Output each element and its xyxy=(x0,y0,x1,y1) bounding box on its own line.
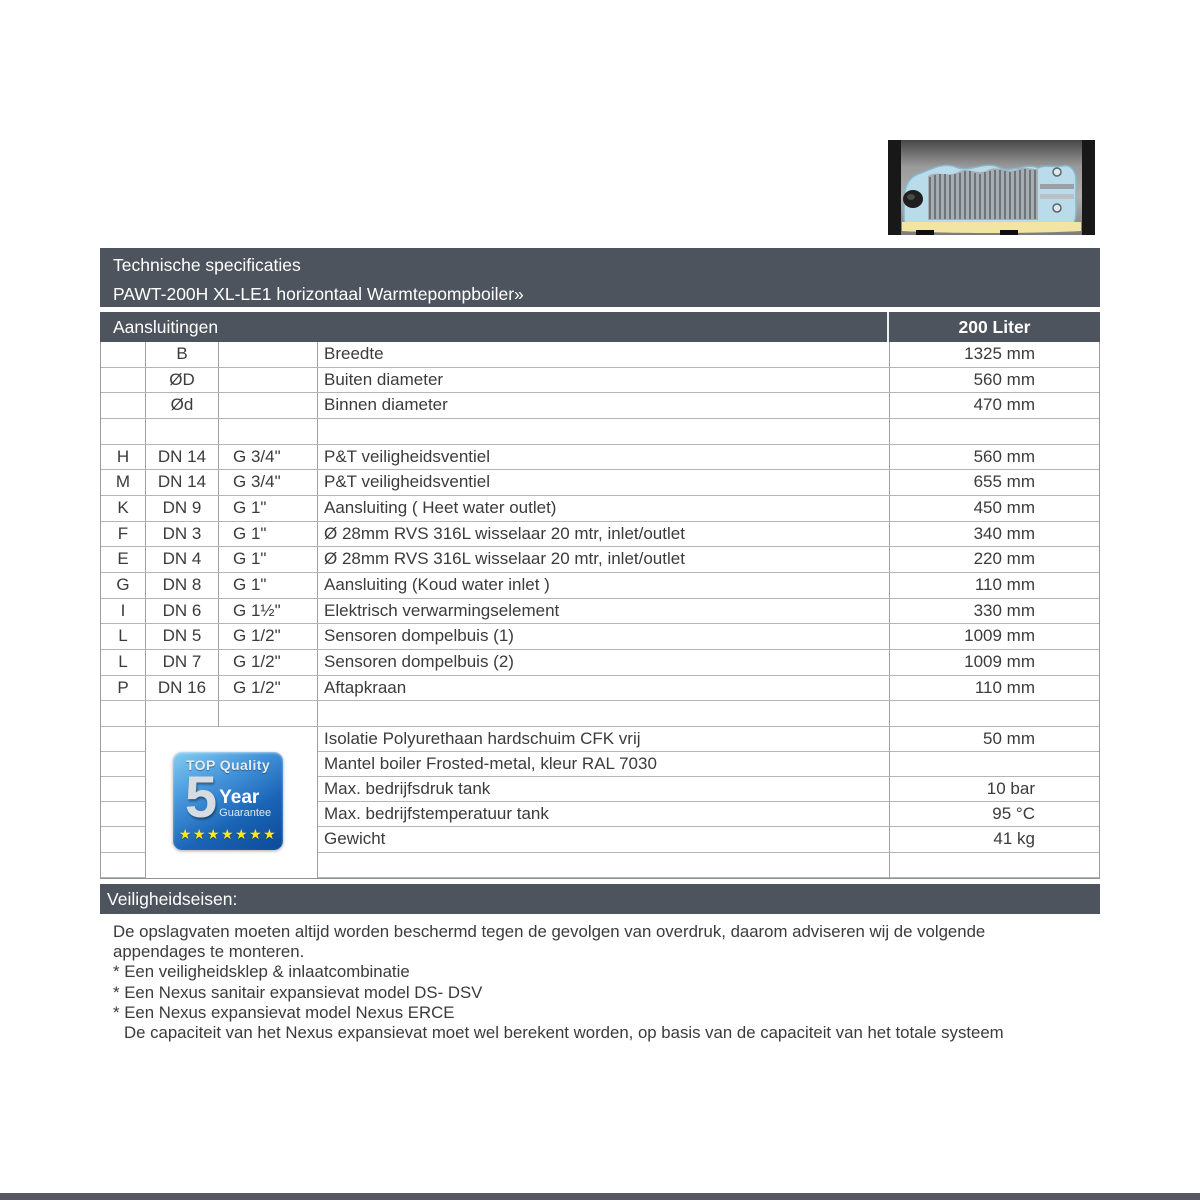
safety-line: appendages te monteren. xyxy=(113,942,305,962)
port-top xyxy=(1053,168,1061,176)
conn-dn-cell: DN 8 xyxy=(146,573,219,598)
conn-desc-cell: Aansluiting (Koud water inlet ) xyxy=(318,573,890,598)
conn-value-cell: 110 mm xyxy=(974,574,1035,594)
conn-size-cell: G 1" xyxy=(219,547,318,572)
badge-top-quality-label: TOP Quality xyxy=(185,756,271,773)
conn-value-cell: 1009 mm xyxy=(964,651,1035,671)
conn-desc-cell: Ø 28mm RVS 316L wisselaar 20 mtr, inlet/outlet xyxy=(318,547,890,572)
table-row xyxy=(101,342,1099,368)
conn-value-cell: 1009 mm xyxy=(964,626,1035,646)
safety-line: * Een veiligheidsklep & inlaatcombinatie xyxy=(113,962,410,982)
conn-desc-cell: Sensoren dompelbuis (2) xyxy=(318,650,890,675)
spec-desc-cell: Mantel boiler Frosted-metal, kleur RAL 7030 xyxy=(318,752,890,777)
spec-value-cell xyxy=(890,853,1099,878)
conn-dn-cell: DN 3 xyxy=(146,522,219,547)
spec-margin-cell xyxy=(101,853,146,878)
top-quality-badge xyxy=(173,752,283,850)
spec-margin-cell xyxy=(101,752,146,777)
conn-code-cell: M xyxy=(101,470,146,495)
conn-code-cell xyxy=(101,419,146,444)
conn-size-cell xyxy=(219,368,318,393)
conn-size-cell: G 3/4" xyxy=(219,445,318,470)
conn-value-cell xyxy=(890,701,1099,726)
conn-size-cell: G 1/2" xyxy=(219,650,318,675)
table-row xyxy=(101,701,1099,727)
conn-code-cell xyxy=(101,701,146,726)
spec-desc-cell xyxy=(318,853,890,878)
spec-desc-cell: Max. bedrijfsdruk tank xyxy=(318,777,890,802)
spec-value-cell: 41 kg xyxy=(890,827,1099,852)
spec-desc-cell: Max. bedrijfstemperatuur tank xyxy=(318,802,890,827)
conn-code-cell: F xyxy=(101,522,146,547)
table-header xyxy=(100,248,1100,307)
badge-year-label: Year xyxy=(219,786,260,808)
port-bottom xyxy=(1053,204,1061,212)
conn-dn-cell xyxy=(146,701,219,726)
conn-value-cell: 470 mm xyxy=(973,395,1035,415)
conn-size-cell xyxy=(219,701,318,726)
spec-value-cell: 10 bar xyxy=(890,777,1099,802)
conn-dn-cell: Ød xyxy=(146,393,219,418)
conn-value-cell xyxy=(890,419,1099,444)
boiler-cutaway-image xyxy=(888,140,1095,235)
conn-dn-cell: DN 4 xyxy=(146,547,219,572)
conn-desc-cell: Aftapkraan xyxy=(318,676,890,701)
product-model: PAWT-200H XL-LE1 horizontaal Warmtepompboiler» xyxy=(113,284,524,304)
conn-value-cell: 450 mm xyxy=(973,497,1035,517)
conn-desc-cell: Ø 28mm RVS 316L wisselaar 20 mtr, inlet/outlet xyxy=(318,522,890,547)
conn-dn-cell: ØD xyxy=(146,368,219,393)
conn-dn-cell: B xyxy=(146,342,219,367)
conn-code-cell: K xyxy=(101,496,146,521)
conn-size-cell: G 3/4" xyxy=(219,470,318,495)
conn-value-cell: 1325 mm xyxy=(964,344,1035,363)
conn-value-cell: 560 mm xyxy=(973,446,1035,466)
spec-margin-cell xyxy=(101,827,146,852)
conn-value-cell: 560 mm xyxy=(973,369,1035,389)
conn-dn-cell: DN 5 xyxy=(146,624,219,649)
safety-section-header: Veiligheidseisen: xyxy=(100,884,1100,914)
table-title: Technische specificaties xyxy=(113,255,301,275)
conn-code-cell xyxy=(101,342,146,367)
conn-desc-cell: P&T veiligheidsventiel xyxy=(318,470,890,495)
conn-size-cell: G 1½" xyxy=(219,599,318,624)
conn-value-cell: 340 mm xyxy=(973,523,1035,543)
conn-desc-cell: Aansluiting ( Heet water outlet) xyxy=(318,496,890,521)
conn-desc-cell: Elektrisch verwarmingselement xyxy=(318,599,890,624)
conn-code-cell: G xyxy=(101,573,146,598)
table-row xyxy=(101,470,1099,496)
section-aansluitingen-label: Aansluitingen xyxy=(100,312,889,342)
safety-notes xyxy=(113,922,1103,1043)
table-row xyxy=(101,676,1099,702)
connections-table xyxy=(100,342,1100,727)
conn-dn-cell: DN 9 xyxy=(146,496,219,521)
badge-guarantee-label: Guarantee xyxy=(219,806,272,819)
table-row xyxy=(101,368,1099,394)
spec-value-cell xyxy=(890,752,1099,777)
table-row xyxy=(101,650,1099,676)
table-row xyxy=(101,547,1099,573)
safety-line: De capaciteit van het Nexus expansievat moet wel berekent worden, op basis van de capaciteit van het totale systeem xyxy=(124,1023,1004,1043)
conn-dn-cell: DN 7 xyxy=(146,650,219,675)
conn-value-cell: 330 mm xyxy=(973,600,1035,620)
conn-size-cell: G 1" xyxy=(219,522,318,547)
spec-desc-cell: Isolatie Polyurethaan hardschuim CFK vrij xyxy=(318,727,890,752)
conn-dn-cell: DN 14 xyxy=(146,445,219,470)
conn-code-cell: L xyxy=(101,624,146,649)
conn-desc-cell xyxy=(318,701,890,726)
conn-desc-cell: Breedte xyxy=(318,342,890,367)
page-bottom-bar xyxy=(0,1193,1200,1200)
conn-dn-cell: DN 14 xyxy=(146,470,219,495)
conn-size-cell: G 1" xyxy=(219,573,318,598)
conn-code-cell: I xyxy=(101,599,146,624)
table-row xyxy=(101,522,1099,548)
conn-code-cell: P xyxy=(101,676,146,701)
conn-desc-cell xyxy=(318,419,890,444)
conn-value-cell: 220 mm xyxy=(973,549,1035,569)
conn-dn-cell: DN 16 xyxy=(146,676,219,701)
table-row xyxy=(101,624,1099,650)
conn-dn-cell xyxy=(146,419,219,444)
spec-margin-cell xyxy=(101,727,146,752)
conn-value-cell: 110 mm xyxy=(974,677,1035,697)
conn-size-cell: G 1/2" xyxy=(219,624,318,649)
section-header-row xyxy=(100,312,1100,342)
conn-size-cell xyxy=(219,393,318,418)
conn-code-cell xyxy=(101,393,146,418)
badge-five-numeral: 5 xyxy=(184,764,218,830)
safety-line: * Een Nexus sanitair expansievat model DS- DSV xyxy=(113,982,483,1002)
conn-size-cell: G 1/2" xyxy=(219,676,318,701)
conn-code-cell: E xyxy=(101,547,146,572)
conn-desc-cell: Binnen diameter xyxy=(318,393,890,418)
spec-table xyxy=(100,248,1100,879)
table-row xyxy=(101,419,1099,445)
table-row xyxy=(101,599,1099,625)
table-row xyxy=(101,496,1099,522)
badge-stars: ★★★★★★★ xyxy=(178,825,278,842)
spec-value-cell: 95 °C xyxy=(890,802,1099,827)
general-specs-table xyxy=(100,727,1100,879)
conn-dn-cell: DN 6 xyxy=(146,599,219,624)
spec-value-cell: 50 mm xyxy=(890,727,1099,752)
conn-code-cell: H xyxy=(101,445,146,470)
spec-margin-cell xyxy=(101,802,146,827)
safety-line: De opslagvaten moeten altijd worden beschermd tegen de gevolgen van overdruk, daarom adviseren wij de volgende xyxy=(113,922,986,941)
capacity-header: 200 Liter xyxy=(958,317,1031,337)
spec-desc-cell: Gewicht xyxy=(318,827,890,852)
spec-margin-cell xyxy=(101,777,146,802)
table-row xyxy=(101,393,1099,419)
conn-desc-cell: Buiten diameter xyxy=(318,368,890,393)
conn-size-cell: G 1" xyxy=(219,496,318,521)
conn-value-cell: 655 mm xyxy=(973,472,1035,492)
table-row xyxy=(101,573,1099,599)
conn-code-cell xyxy=(101,368,146,393)
table-row xyxy=(101,445,1099,471)
badge-cell xyxy=(146,727,318,878)
conn-desc-cell: Sensoren dompelbuis (1) xyxy=(318,624,890,649)
conn-size-cell xyxy=(219,419,318,444)
safety-line: * Een Nexus expansievat model Nexus ERCE xyxy=(113,1002,455,1022)
conn-size-cell xyxy=(219,342,318,367)
conn-code-cell: L xyxy=(101,650,146,675)
conn-desc-cell: P&T veiligheidsventiel xyxy=(318,445,890,470)
